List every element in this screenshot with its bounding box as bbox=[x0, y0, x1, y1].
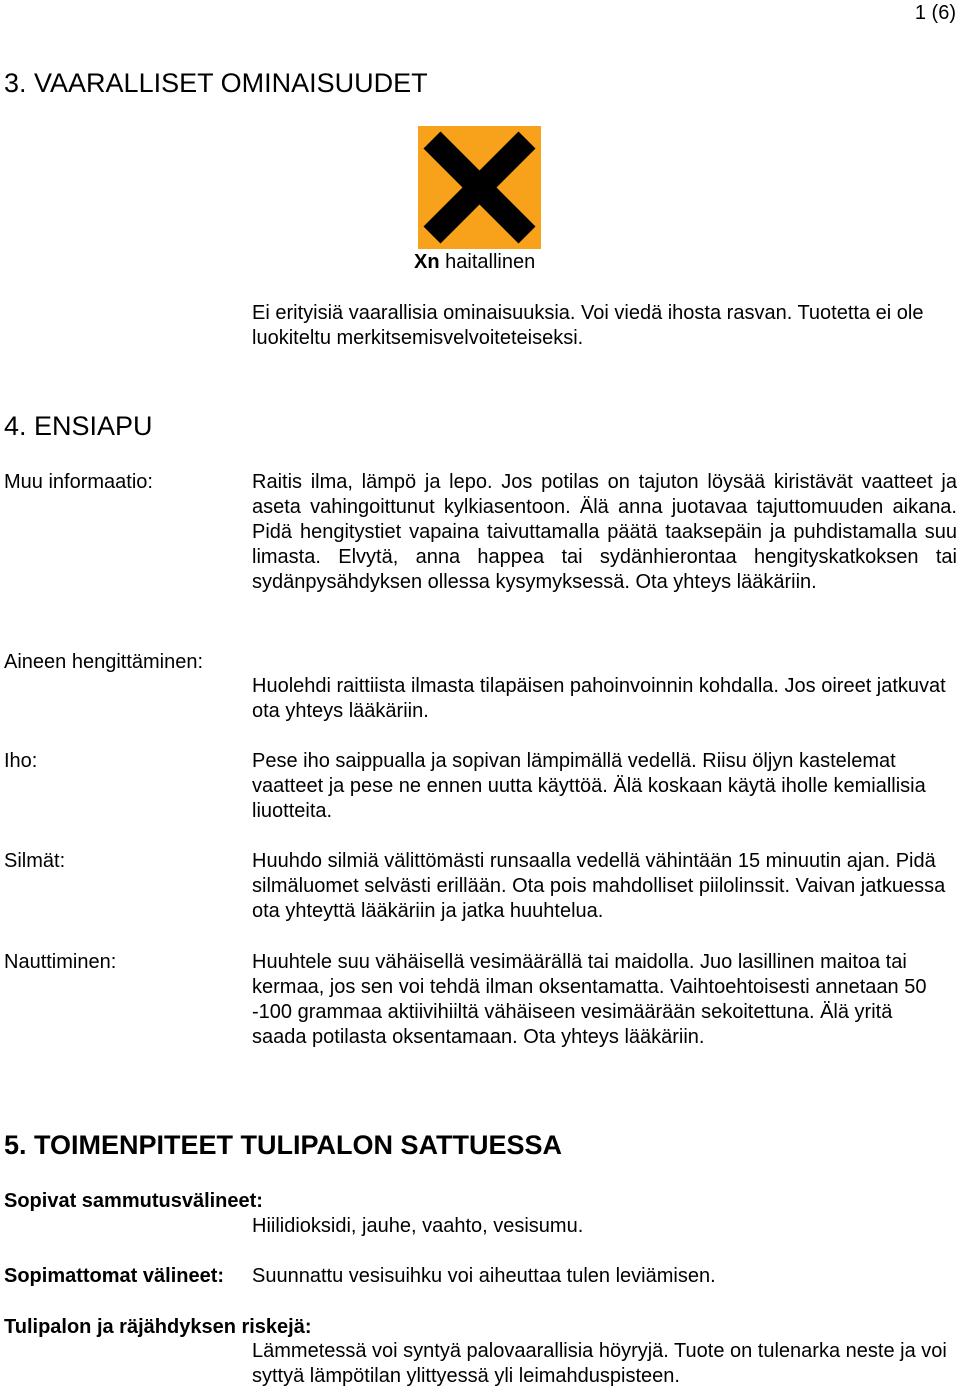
fire-label-unsuitable: Sopimattomat välineet: bbox=[4, 1265, 225, 1287]
first-aid-text-inhalation: Huolehdi raittiista ilmasta tilapäisen pahoinvoinnin kohdalla. Jos oireet jatkuvat ota yhteys lääkäriin. bbox=[252, 675, 946, 722]
first-aid-text-eyes: Huuhdo silmiä välittömästi runsaalla vedellä vähintään 15 minuutin ajan. Pidä silmäluomet selvästi erillään. Ota pois mahdolliset piilolinssit. Vaivan jatkuessa ota yhteyttä lääkäriin ja jatka huuhtelua. bbox=[252, 850, 946, 922]
first-aid-label-general: Muu informaatio: bbox=[4, 471, 153, 493]
hazard-symbol-code: Xn bbox=[414, 251, 440, 273]
hazard-symbol-label: haitallinen bbox=[445, 251, 536, 273]
section-5-heading: 5. TOIMENPITEET TULIPALON SATTUESSA bbox=[4, 1130, 563, 1160]
fire-label-suitable: Sopivat sammutusvälineet: bbox=[4, 1190, 263, 1212]
harmful-xn-icon bbox=[418, 126, 541, 249]
page-number: 1 (6) bbox=[914, 2, 956, 24]
first-aid-label-skin: Iho: bbox=[4, 750, 38, 772]
first-aid-text-general: Raitis ilma, lämpö ja lepo. Jos potilas on tajuton löysää kiristävät vaatteet ja aseta vahingoittunut kylkiasentoon. Älä anna juotavaa tajuttomuuden aikana. Pidä hengitystiet vapaina taivuttamalla päätä taaksepäin ja puhdistamalla suu limasta. Elvytä, anna happea tai sydänhierontaa hengityskatkoksen tai sydänpysähdyksen ollessa kysymyksessä. Ota yhteys lääkäriin. bbox=[252, 471, 957, 593]
first-aid-text-skin: Pese iho saippualla ja sopivan lämpimällä vedellä. Riisu öljyn kastelemat vaatteet ja pese ne ennen uutta käyttöä. Älä koskaan käytä iholle kemiallisia liuotteita. bbox=[252, 750, 926, 822]
first-aid-label-inhalation: Aineen hengittäminen: bbox=[4, 651, 204, 673]
section-4-heading: 4. ENSIAPU bbox=[4, 411, 153, 441]
first-aid-label-eyes: Silmät: bbox=[4, 850, 66, 872]
section-3-heading: 3. VAARALLISET OMINAISUUDET bbox=[4, 68, 428, 98]
first-aid-text-ingestion: Huuhtele suu vähäisellä vesimäärällä tai maidolla. Juo lasillinen maitoa tai kermaa, jos sen voi tehdä ilman oksentamatta. Vaihtoehtoisesti annetaan 50 -100 grammaa aktiivihiiltä vähäiseen vesimäärään sekoitettuna. Älä yritä saada potilasta oksentamaan. Ota yhteys lääkäriin. bbox=[252, 951, 927, 1048]
hazard-description: Ei erityisiä vaarallisia ominaisuuksia. Voi viedä ihosta rasvan. Tuotetta ei ole luokiteltu merkitsemisvelvoiteteiseksi. bbox=[252, 302, 924, 349]
fire-text-suitable: Hiilidioksidi, jauhe, vaahto, vesisumu. bbox=[252, 1215, 584, 1237]
first-aid-label-ingestion: Nauttiminen: bbox=[4, 951, 117, 973]
fire-text-risks: Lämmetessä voi syntyä palovaarallisia höyryjä. Tuote on tulenarka neste ja voi syttyä lämpötilan ylittyessä yli leimahduspisteen. bbox=[252, 1340, 947, 1387]
hazard-symbol-caption bbox=[414, 250, 535, 275]
fire-label-risks: Tulipalon ja räjähdyksen riskejä: bbox=[4, 1316, 312, 1338]
fire-text-unsuitable: Suunnattu vesisuihku voi aiheuttaa tulen leviämisen. bbox=[252, 1265, 716, 1287]
